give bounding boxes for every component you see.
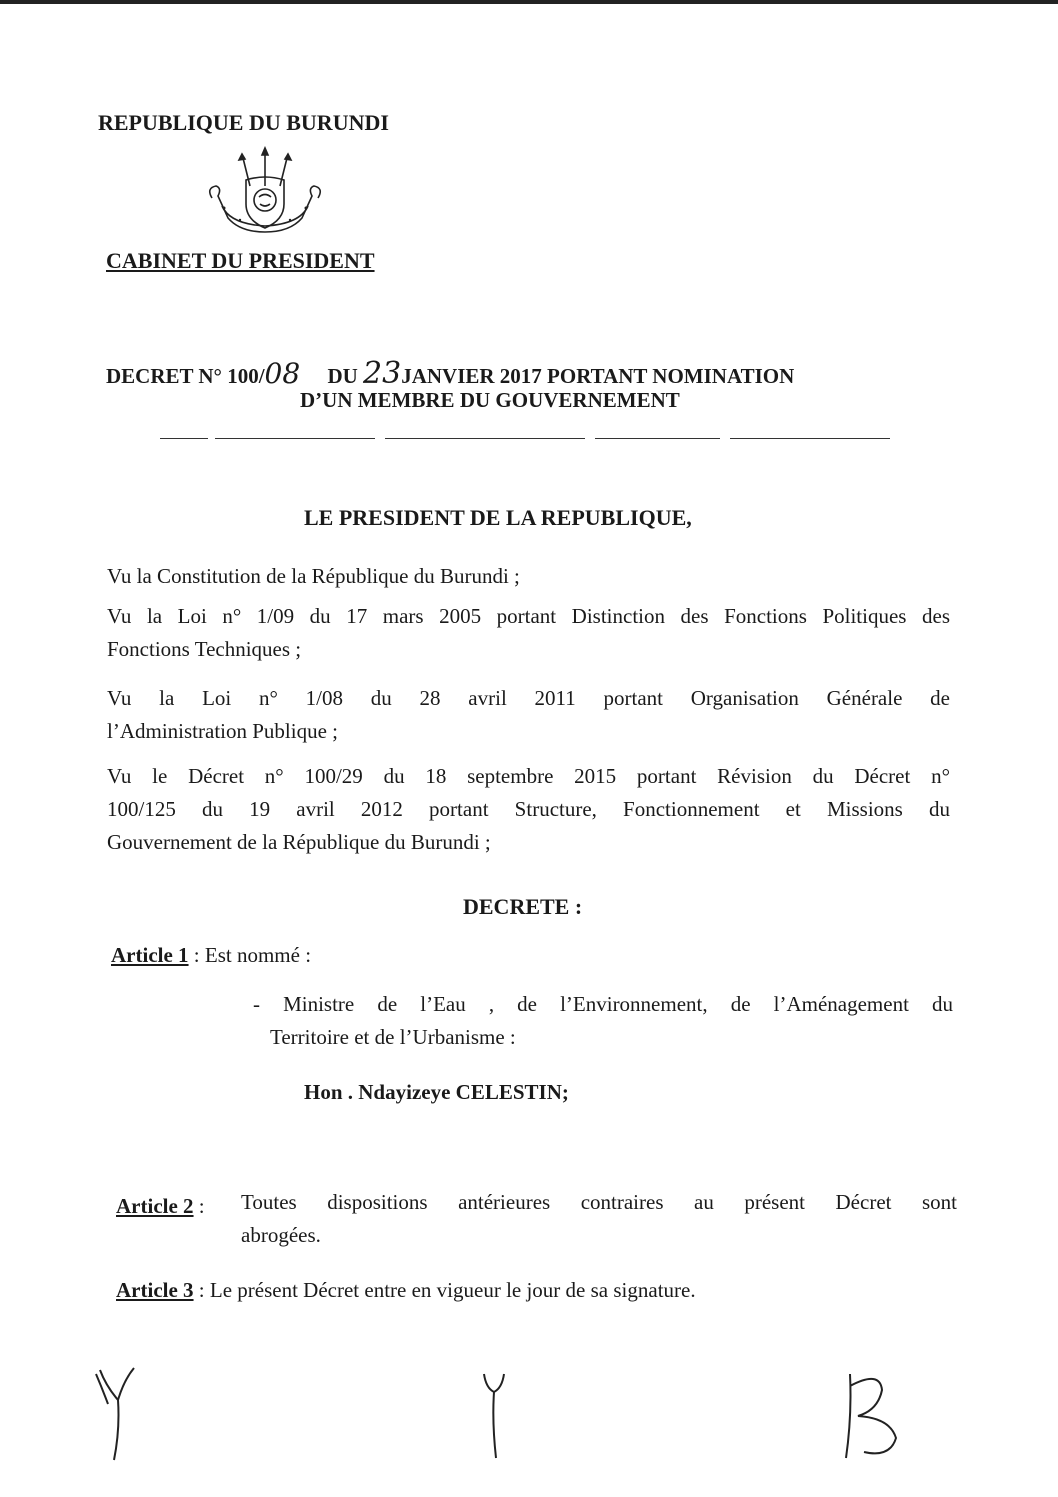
separator-line <box>595 438 720 439</box>
article-1-label: Article 1 <box>111 943 189 967</box>
handwritten-decree-number: 08 <box>264 357 301 390</box>
citation-line: Vu le Décret n° 100/29 du 18 septembre 2015 portant Révision du Décret n° <box>107 764 950 788</box>
separator-line <box>160 438 208 439</box>
article-2-sep: : <box>193 1194 205 1218</box>
citation-line: l’Administration Publique ; <box>107 719 338 743</box>
article-2-text <box>241 1186 957 1252</box>
citation-line: Gouvernement de la République du Burundi ; <box>107 830 491 854</box>
separator-line <box>730 438 890 439</box>
article-1 <box>111 939 311 972</box>
article-3-label: Article 3 <box>116 1278 194 1302</box>
decree-title <box>106 356 966 391</box>
title-rest: JANVIER 2017 PORTANT NOMINATION <box>401 364 795 388</box>
title-prefix: DECRET N° 100/ <box>106 364 265 388</box>
citation-loi-2011 <box>107 682 950 748</box>
coat-of-arms-icon <box>200 146 330 246</box>
citation-line: Vu la Loi n° 1/09 du 17 mars 2005 portant Distinction des Fonctions Politiques des <box>107 604 950 628</box>
item-line: Territoire et de l’Urbanisme : <box>270 1025 516 1049</box>
citation-constitution: Vu la Constitution de la République du Burundi ; <box>107 564 520 588</box>
separator-line <box>215 438 375 439</box>
initial-right-signature <box>840 1366 910 1466</box>
decree-title-line2: D’UN MEMBRE DU GOUVERNEMENT <box>300 388 680 412</box>
decrete-heading: DECRETE : <box>463 894 583 919</box>
article-1-item <box>253 988 953 1054</box>
citation-line: Fonctions Techniques ; <box>107 637 302 661</box>
country-name: REPUBLIQUE DU BURUNDI <box>98 110 389 135</box>
article-3 <box>116 1274 696 1307</box>
citation-line: Vu la Loi n° 1/08 du 28 avril 2011 portant Organisation Générale de <box>107 686 950 710</box>
title-du: DU <box>327 364 358 388</box>
citation-decret-2015 <box>107 760 950 859</box>
citation-line: 100/125 du 19 avril 2012 portant Structure, Fonctionnement et Missions du <box>107 797 950 821</box>
article-3-text: : Le présent Décret entre en vigueur le jour de sa signature. <box>193 1278 696 1302</box>
preamble-heading: LE PRESIDENT DE LA REPUBLIQUE, <box>304 505 692 530</box>
article-2-line: abrogées. <box>241 1223 321 1247</box>
office-name: CABINET DU PRESIDENT <box>106 248 375 273</box>
article-2-label-wrap <box>116 1190 205 1223</box>
article-2-label: Article 2 <box>116 1194 194 1218</box>
appointee-name: Hon . Ndayizeye CELESTIN; <box>304 1080 569 1104</box>
item-line: - Ministre de l’Eau , de l’Environnement, de l’Aménagement du <box>253 992 953 1016</box>
initial-left-signature <box>88 1360 148 1470</box>
handwritten-day: 23 <box>363 356 402 391</box>
citation-loi-2005 <box>107 600 950 666</box>
initial-center-signature <box>476 1366 516 1466</box>
separator-line <box>385 438 585 439</box>
article-2-line: Toutes dispositions antérieures contraires au présent Décret sont <box>241 1190 957 1214</box>
article-1-text: : Est nommé : <box>188 943 312 967</box>
scan-top-edge <box>0 0 1058 4</box>
